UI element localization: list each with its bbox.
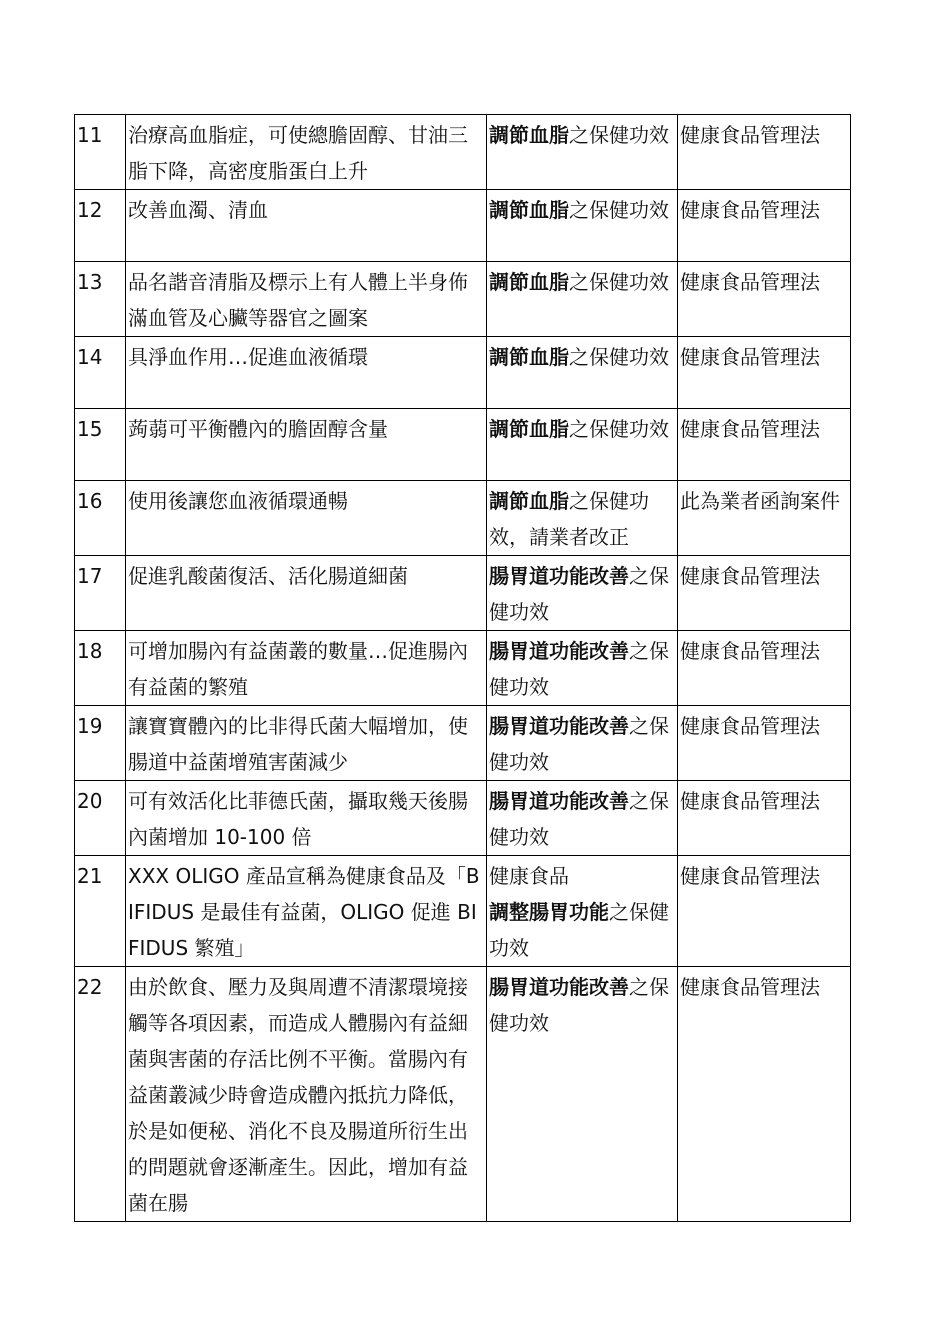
category-keyword: 腸胃道功能改善 bbox=[489, 975, 629, 999]
category-suffix: 之保健功效 bbox=[569, 345, 669, 369]
row-number: 22 bbox=[75, 967, 126, 1222]
row-number: 13 bbox=[75, 262, 126, 337]
category-cell bbox=[487, 706, 678, 781]
category-suffix: 之保健功效 bbox=[569, 198, 669, 222]
category-keyword: 調節血脂 bbox=[489, 417, 569, 441]
row-number: 15 bbox=[75, 409, 126, 481]
category-keyword: 腸胃道功能改善 bbox=[489, 639, 629, 663]
row-number: 18 bbox=[75, 631, 126, 706]
category-keyword: 調節血脂 bbox=[489, 198, 569, 222]
category-keyword: 腸胃道功能改善 bbox=[489, 789, 629, 813]
table-row bbox=[75, 781, 851, 856]
law-cell: 此為業者函詢案件 bbox=[678, 481, 851, 556]
claim-text: 具淨血作用…促進血液循環 bbox=[126, 337, 487, 409]
category-keyword: 調節血脂 bbox=[489, 270, 569, 294]
category-keyword: 調節血脂 bbox=[489, 345, 569, 369]
law-cell: 健康食品管理法 bbox=[678, 115, 851, 190]
table-row bbox=[75, 856, 851, 967]
row-number: 19 bbox=[75, 706, 126, 781]
table-row bbox=[75, 115, 851, 190]
row-number: 14 bbox=[75, 337, 126, 409]
category-suffix: 之保健功效 bbox=[489, 900, 669, 960]
law-cell: 健康食品管理法 bbox=[678, 190, 851, 262]
category-cell bbox=[487, 481, 678, 556]
category-cell bbox=[487, 115, 678, 190]
category-cell bbox=[487, 409, 678, 481]
category-prefix: 健康食品 bbox=[489, 864, 569, 888]
row-number: 20 bbox=[75, 781, 126, 856]
claim-text: 讓寶寶體內的比非得氏菌大幅增加，使腸道中益菌增殖害菌減少 bbox=[126, 706, 487, 781]
law-cell: 健康食品管理法 bbox=[678, 856, 851, 967]
claim-text: XXX OLIGO 產品宣稱為健康食品及「BIFIDUS 是最佳有益菌，OLIGO 促進 BIFIDUS 繁殖」 bbox=[126, 856, 487, 967]
table-row bbox=[75, 190, 851, 262]
category-suffix: 之保健功效 bbox=[489, 564, 669, 624]
table-row bbox=[75, 337, 851, 409]
law-cell: 健康食品管理法 bbox=[678, 262, 851, 337]
table-row bbox=[75, 262, 851, 337]
category-cell bbox=[487, 556, 678, 631]
table-row bbox=[75, 706, 851, 781]
claim-text: 治療高血脂症，可使總膽固醇、甘油三脂下降，高密度脂蛋白上升 bbox=[126, 115, 487, 190]
category-cell bbox=[487, 781, 678, 856]
law-cell: 健康食品管理法 bbox=[678, 337, 851, 409]
claim-text: 改善血濁、清血 bbox=[126, 190, 487, 262]
row-number: 17 bbox=[75, 556, 126, 631]
table-row bbox=[75, 409, 851, 481]
category-cell bbox=[487, 631, 678, 706]
category-suffix: 之保健功效 bbox=[489, 789, 669, 849]
claim-text: 可增加腸內有益菌叢的數量…促進腸內有益菌的繁殖 bbox=[126, 631, 487, 706]
category-suffix: 之保健功效 bbox=[489, 639, 669, 699]
category-suffix: 之保健功效 bbox=[569, 123, 669, 147]
row-number: 11 bbox=[75, 115, 126, 190]
category-suffix: 之保健功效 bbox=[569, 417, 669, 441]
category-cell bbox=[487, 337, 678, 409]
table-row bbox=[75, 631, 851, 706]
category-cell bbox=[487, 967, 678, 1222]
law-cell: 健康食品管理法 bbox=[678, 781, 851, 856]
category-keyword: 腸胃道功能改善 bbox=[489, 564, 629, 588]
row-number: 12 bbox=[75, 190, 126, 262]
table-row bbox=[75, 967, 851, 1222]
claim-text: 由於飲食、壓力及與周遭不清潔環境接觸等各項因素，而造成人體腸內有益細菌與害菌的存活比例不平衡。當腸內有益菌叢減少時會造成體內抵抗力降低，於是如便秘、消化不良及腸道所衍生出的問題就會逐漸產生。因此，增加有益菌在腸 bbox=[126, 967, 487, 1222]
category-suffix: 之保健功效 bbox=[489, 975, 669, 1035]
row-number: 21 bbox=[75, 856, 126, 967]
category-suffix: 之保健功效 bbox=[489, 714, 669, 774]
table-row bbox=[75, 556, 851, 631]
law-cell: 健康食品管理法 bbox=[678, 631, 851, 706]
category-cell bbox=[487, 856, 678, 967]
category-suffix: 之保健功效，請業者改正 bbox=[489, 489, 649, 549]
claim-text: 促進乳酸菌復活、活化腸道細菌 bbox=[126, 556, 487, 631]
table-row bbox=[75, 481, 851, 556]
row-number: 16 bbox=[75, 481, 126, 556]
law-cell: 健康食品管理法 bbox=[678, 409, 851, 481]
claim-text: 可有效活化比菲德氏菌，攝取幾天後腸內菌增加 10-100 倍 bbox=[126, 781, 487, 856]
law-cell: 健康食品管理法 bbox=[678, 967, 851, 1222]
claim-text: 蒟蒻可平衡體內的膽固醇含量 bbox=[126, 409, 487, 481]
category-cell bbox=[487, 190, 678, 262]
law-cell: 健康食品管理法 bbox=[678, 556, 851, 631]
category-keyword: 腸胃道功能改善 bbox=[489, 714, 629, 738]
category-keyword: 調整腸胃功能 bbox=[489, 900, 609, 924]
regulation-table bbox=[74, 114, 851, 1222]
category-keyword: 調節血脂 bbox=[489, 489, 569, 513]
category-keyword: 調節血脂 bbox=[489, 123, 569, 147]
law-cell: 健康食品管理法 bbox=[678, 706, 851, 781]
claim-text: 品名諧音清脂及標示上有人體上半身佈滿血管及心臟等器官之圖案 bbox=[126, 262, 487, 337]
category-cell bbox=[487, 262, 678, 337]
category-suffix: 之保健功效 bbox=[569, 270, 669, 294]
claim-text: 使用後讓您血液循環通暢 bbox=[126, 481, 487, 556]
